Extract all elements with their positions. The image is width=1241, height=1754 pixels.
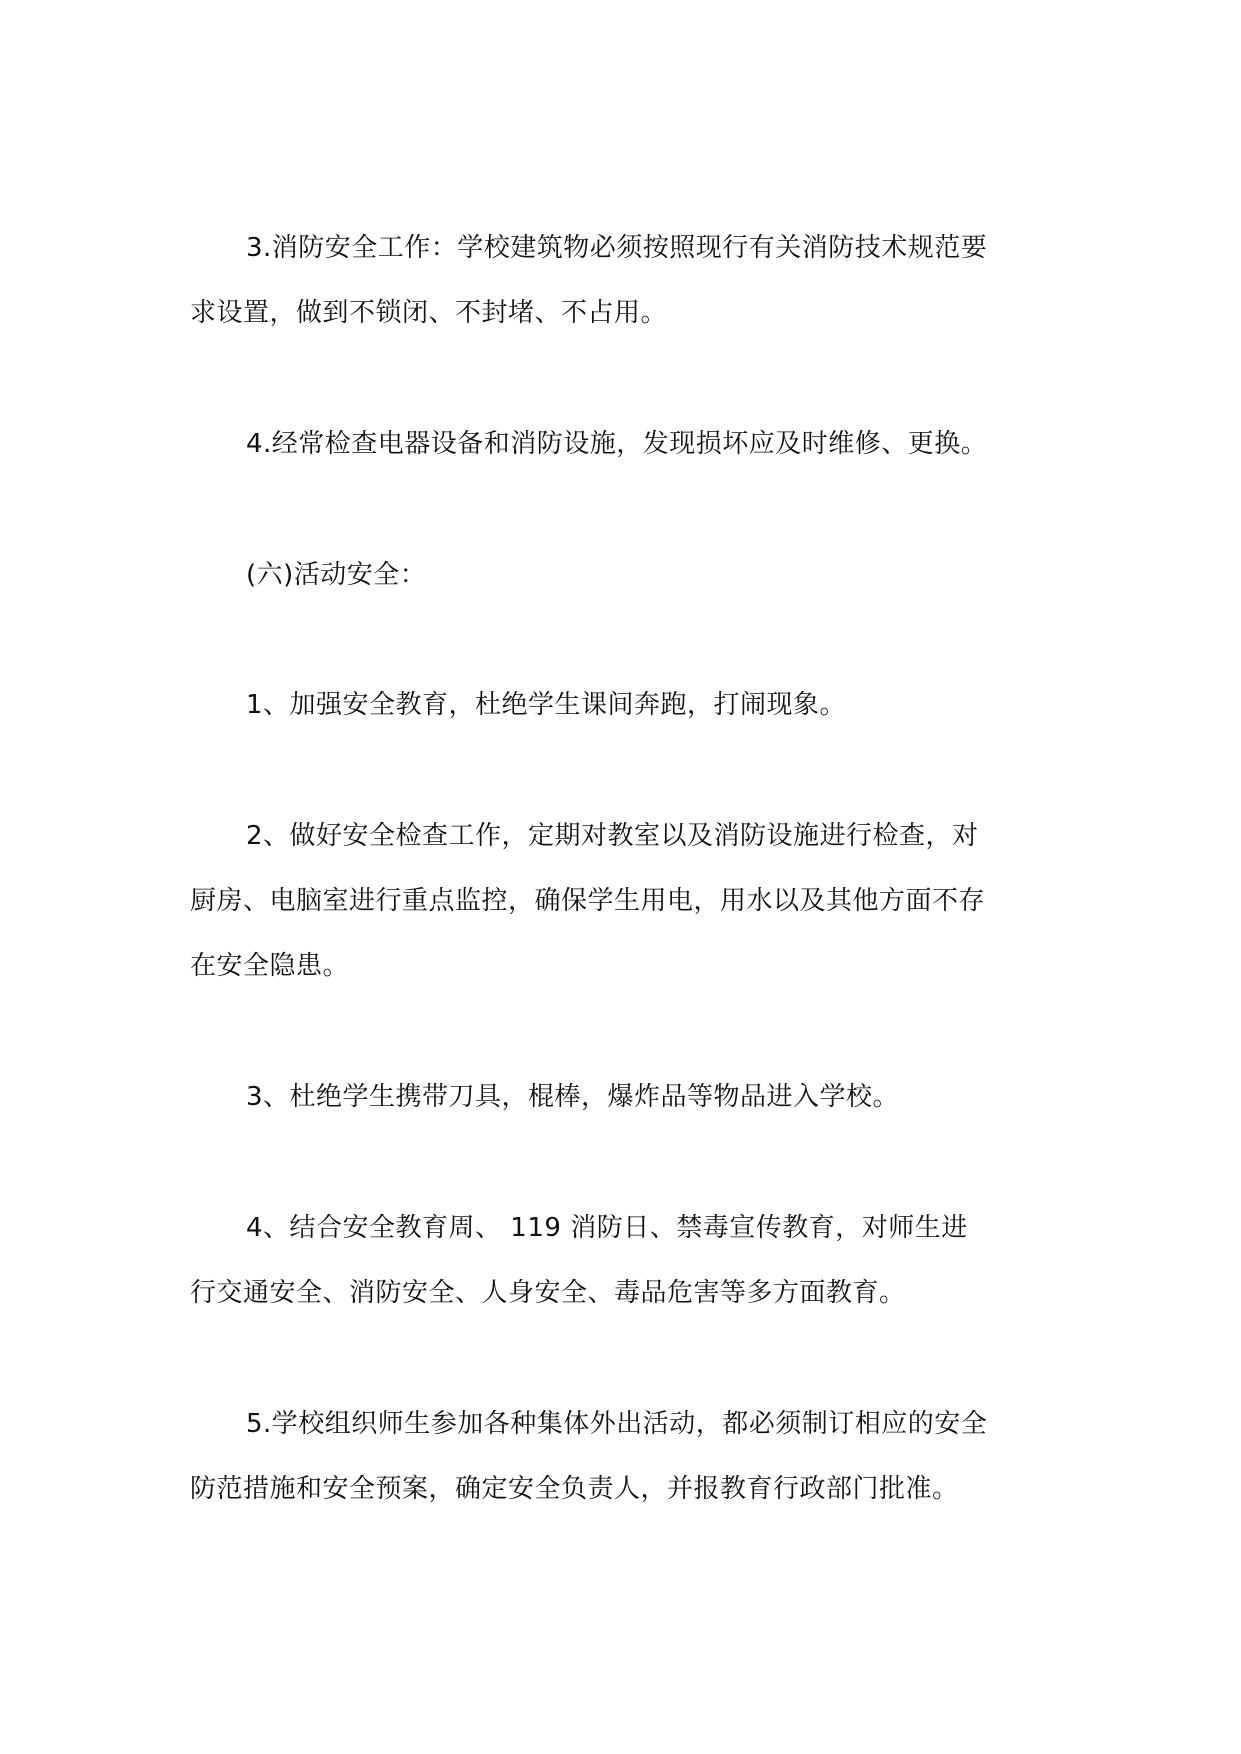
paragraph-1-line-1: 3.消防安全工作：学校建筑物必须按照现行有关消防技术规范要 [246,233,988,263]
paragraph-7-line-2: 行交通安全、消防安全、人身安全、毒品危害等多方面教育。 [190,1278,906,1308]
paragraph-8-line-1: 5.学校组织师生参加各种集体外出活动，都必须制订相应的安全 [246,1409,988,1439]
paragraph-8-line-2: 防范措施和安全预案，确定安全负责人，并报教育行政部门批准。 [190,1474,959,1504]
paragraph-4-line-1: 1、加强安全教育，杜绝学生课间奔跑，打闹现象。 [246,690,847,720]
paragraph-5-line-2: 厨房、电脑室进行重点监控，确保学生用电，用水以及其他方面不存 [190,886,986,916]
paragraph-1-line-2: 求设置，做到不锁闭、不封堵、不占用。 [190,298,668,328]
paragraph-6-line-1: 3、杜绝学生携带刀具，棍棒，爆炸品等物品进入学校。 [246,1082,900,1112]
paragraph-5-line-3: 在安全隐患。 [190,951,350,981]
paragraph-2-line-1: 4.经常检查电器设备和消防设施，发现损坏应及时维修、更换。 [246,429,988,459]
section-heading: (六)活动安全： [246,560,427,590]
paragraph-5-line-1: 2、做好安全检查工作，定期对教室以及消防设施进行检查，对 [246,821,979,851]
paragraph-7-line-1: 4、结合安全教育周、 119 消防日、禁毒宣传教育，对师生进 [246,1213,968,1243]
